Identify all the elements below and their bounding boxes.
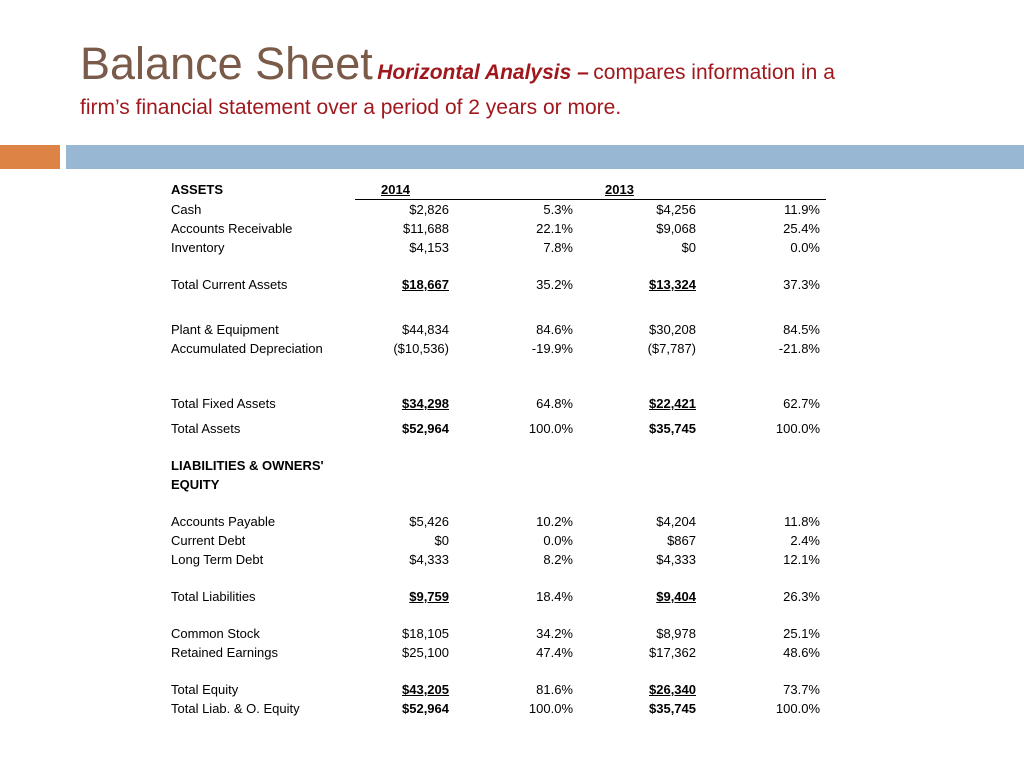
accent-bar-blue (66, 145, 1024, 169)
percent-2013: 25.4% (783, 221, 820, 236)
slide-title (80, 38, 1000, 120)
row-label: Total Liabilities (171, 589, 256, 604)
value-2014: $34,298 (402, 396, 449, 411)
table-row (165, 219, 826, 238)
percent-2013: 73.7% (783, 682, 820, 697)
percent-2013: 84.5% (783, 322, 820, 337)
value-2014: ($10,536) (393, 341, 449, 356)
row-label: Total Fixed Assets (171, 396, 276, 411)
liabilities-heading-row (165, 456, 826, 494)
row-label: Total Liab. & O. Equity (171, 701, 300, 716)
value-2014: $9,759 (409, 589, 449, 604)
year-2013-header: 2013 (579, 180, 702, 200)
row-label: Long Term Debt (171, 552, 264, 567)
table-row (165, 699, 826, 718)
percent-2013: 100.0% (775, 701, 820, 716)
row-label: Total Assets (171, 421, 241, 436)
row-label: Total Current Assets (171, 277, 288, 292)
percent-2013: 0.0% (790, 240, 820, 255)
percent-2014: 100.0% (528, 701, 573, 716)
percent-2013: 48.6% (783, 645, 820, 660)
table-row (165, 339, 826, 358)
value-2013: $9,404 (656, 589, 696, 604)
percent-2013: 37.3% (783, 277, 820, 292)
percent-2013: -21.8% (778, 341, 820, 356)
value-2014: $4,153 (409, 240, 449, 255)
table-row (165, 643, 826, 662)
value-2013: $22,421 (649, 396, 696, 411)
percent-2014: -19.9% (531, 341, 573, 356)
table-row (165, 550, 826, 569)
row-label: Total Equity (171, 682, 239, 697)
table-row (165, 680, 826, 699)
title-rest: compares information in a (593, 61, 835, 84)
year-2014-header: 2014 (355, 180, 455, 200)
row-label: Accumulated Depreciation (171, 341, 323, 356)
percent-2013: 12.1% (783, 552, 820, 567)
value-2013: $4,204 (656, 514, 696, 529)
value-2014: $18,667 (402, 277, 449, 292)
row-label: Current Debt (171, 533, 246, 548)
value-2014: $43,205 (402, 682, 449, 697)
table-row (165, 624, 826, 643)
value-2014: $5,426 (409, 514, 449, 529)
table-row (165, 419, 826, 438)
percent-2013: 25.1% (783, 626, 820, 641)
value-2013: $26,340 (649, 682, 696, 697)
percent-2014: 100.0% (528, 421, 573, 436)
percent-2014: 5.3% (543, 202, 573, 217)
title-emphasis: Horizontal Analysis – (377, 61, 589, 84)
table-row (165, 512, 826, 531)
value-2014: $25,100 (402, 645, 449, 660)
row-label: Inventory (171, 240, 225, 255)
value-2013: $4,333 (656, 552, 696, 567)
percent-2013: 100.0% (775, 421, 820, 436)
percent-2013: 2.4% (790, 533, 820, 548)
value-2014: $44,834 (402, 322, 449, 337)
value-2013: $9,068 (656, 221, 696, 236)
percent-2013: 11.9% (784, 202, 820, 217)
table-row (165, 275, 826, 294)
percent-2014: 84.6% (536, 322, 573, 337)
row-label: Accounts Receivable (171, 221, 293, 236)
row-label: Plant & Equipment (171, 322, 279, 337)
percent-2014: 8.2% (543, 552, 573, 567)
percent-2014: 47.4% (536, 645, 573, 660)
accent-bar-orange (0, 145, 60, 169)
table-header (165, 180, 826, 200)
table-row (165, 238, 826, 257)
value-2013: $867 (667, 533, 696, 548)
value-2013: $13,324 (649, 277, 696, 292)
value-2013: $35,745 (649, 701, 696, 716)
percent-2014: 81.6% (536, 682, 573, 697)
value-2013: $17,362 (649, 645, 696, 660)
table-row (165, 394, 826, 413)
assets-heading: ASSETS (171, 182, 224, 198)
percent-2014: 0.0% (543, 533, 573, 548)
table-row (165, 531, 826, 550)
value-2013: $4,256 (656, 202, 696, 217)
percent-2013: 26.3% (783, 589, 820, 604)
table-row (165, 587, 826, 606)
value-2014: $4,333 (409, 552, 449, 567)
value-2014: $18,105 (402, 626, 449, 641)
percent-2014: 35.2% (536, 277, 573, 292)
title-line-2: firm’s financial statement over a period of 2 years or more. (80, 96, 622, 119)
value-2014: $2,826 (409, 202, 449, 217)
title-line-1 (80, 38, 1000, 96)
balance-sheet-table (165, 180, 826, 718)
percent-2014: 34.2% (536, 626, 573, 641)
row-label: Accounts Payable (171, 514, 276, 529)
value-2013: ($7,787) (647, 341, 696, 356)
title-main: Balance Sheet (80, 38, 373, 89)
table-row (165, 200, 826, 220)
value-2014: $0 (434, 533, 449, 548)
value-2013: $8,978 (656, 626, 696, 641)
percent-2013: 11.8% (784, 514, 820, 529)
row-label: Common Stock (171, 626, 260, 641)
value-2013: $0 (681, 240, 696, 255)
liabilities-heading: LIABILITIES & OWNERS' EQUITY (171, 458, 324, 492)
row-label: Retained Earnings (171, 645, 278, 660)
percent-2014: 10.2% (536, 514, 573, 529)
percent-2014: 18.4% (536, 589, 573, 604)
value-2014: $11,688 (402, 221, 449, 236)
percent-2013: 62.7% (783, 396, 820, 411)
value-2014: $52,964 (402, 701, 449, 716)
value-2013: $35,745 (649, 421, 696, 436)
row-label: Cash (171, 201, 202, 217)
percent-2014: 7.8% (543, 240, 573, 255)
value-2013: $30,208 (649, 322, 696, 337)
percent-2014: 64.8% (536, 396, 573, 411)
table-row (165, 320, 826, 339)
value-2014: $52,964 (402, 421, 449, 436)
percent-2014: 22.1% (536, 221, 573, 236)
